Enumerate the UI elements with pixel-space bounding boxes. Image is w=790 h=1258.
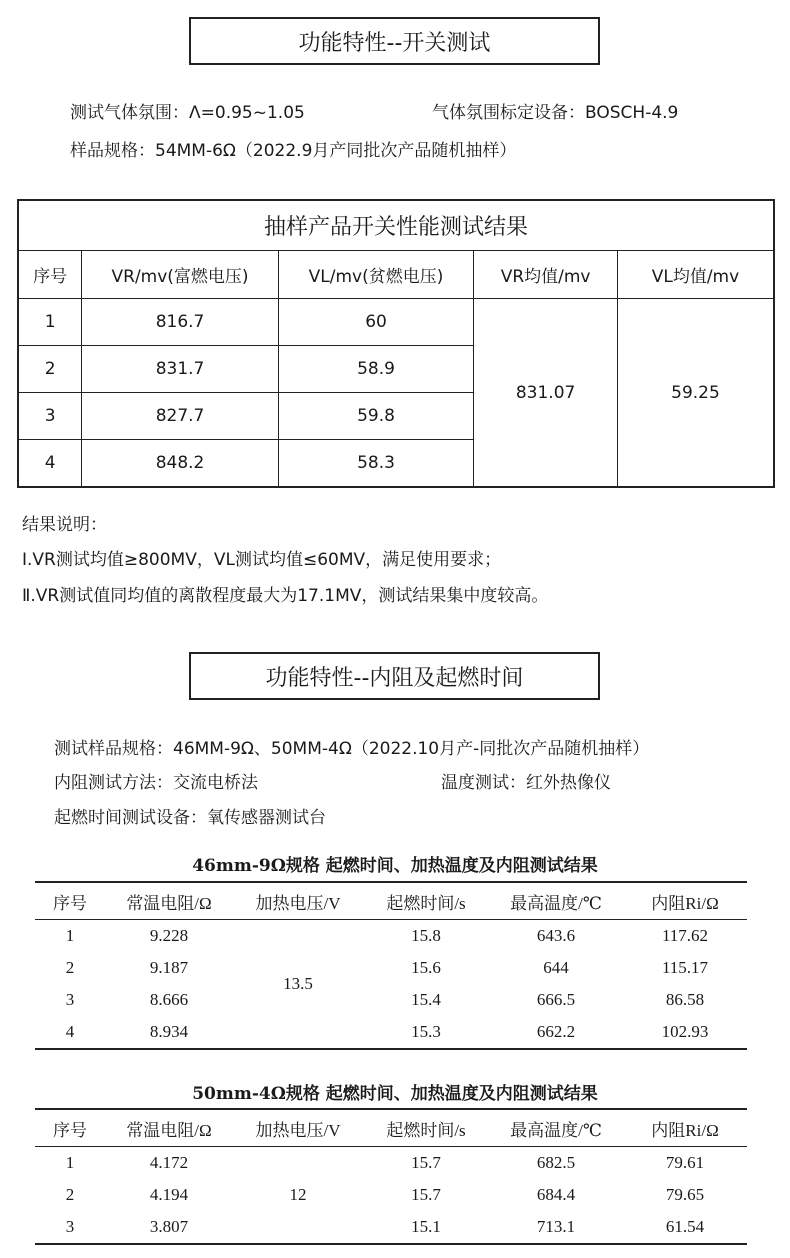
table-row bbox=[35, 952, 747, 984]
col-header: 最高温度/℃ bbox=[489, 1109, 623, 1147]
cell-temp: 684.4 bbox=[536, 1185, 576, 1204]
cell-temp: 713.1 bbox=[536, 1217, 576, 1236]
cell-resistance: 8.934 bbox=[149, 1022, 189, 1041]
resistance-method-text: 内阻测试方法：交流电桥法 bbox=[54, 773, 258, 793]
cell-resistance: 8.666 bbox=[149, 990, 189, 1009]
cell-no: 4 bbox=[18, 440, 82, 488]
cell-ri: 86.58 bbox=[665, 990, 705, 1009]
cell-time: 15.6 bbox=[411, 958, 441, 977]
cell-vl: 60 bbox=[278, 299, 473, 346]
cell-resistance: 4.194 bbox=[149, 1185, 189, 1204]
col-header: 加热电压/V bbox=[233, 1109, 363, 1147]
col-header: 加热电压/V bbox=[233, 882, 363, 920]
col-header: VR/mv(富燃电压) bbox=[82, 251, 279, 299]
cell-vr: 816.7 bbox=[82, 299, 279, 346]
section-title-switch-test: 功能特性--开关测试 bbox=[189, 17, 600, 65]
cell-no: 3 bbox=[18, 393, 82, 440]
cell-time: 15.7 bbox=[411, 1153, 441, 1172]
section-title-resistance: 功能特性--内阻及起燃时间 bbox=[189, 652, 600, 700]
table-a-title: 46mm-9Ω规格 起燃时间、加热温度及内阻测试结果 bbox=[192, 856, 598, 876]
table-row bbox=[35, 920, 747, 953]
cell-no: 1 bbox=[65, 1153, 75, 1172]
table-title: 抽样产品开关性能测试结果 bbox=[18, 200, 774, 251]
col-header: 常温电阻/Ω bbox=[105, 1109, 233, 1147]
cell-temp: 682.5 bbox=[536, 1153, 576, 1172]
col-header: VL均值/mv bbox=[617, 251, 774, 299]
col-header: 最高温度/℃ bbox=[489, 882, 623, 920]
cell-resistance: 9.228 bbox=[149, 926, 189, 945]
col-header: 起燃时间/s bbox=[363, 1109, 489, 1147]
cell-no: 2 bbox=[65, 958, 75, 977]
cell-vr: 827.7 bbox=[82, 393, 279, 440]
cell-time: 15.3 bbox=[411, 1022, 441, 1041]
cell-ri: 61.54 bbox=[665, 1217, 705, 1236]
col-header: VR均值/mv bbox=[474, 251, 618, 299]
cell-ri: 102.93 bbox=[661, 1022, 709, 1041]
switch-test-table bbox=[17, 199, 775, 488]
vr-average: 831.07 bbox=[474, 299, 618, 488]
col-header: 序号 bbox=[35, 882, 105, 920]
cell-no: 2 bbox=[65, 1185, 75, 1204]
table-b-title: 50mm-4Ω规格 起燃时间、加热温度及内阻测试结果 bbox=[192, 1084, 598, 1104]
cell-resistance: 4.172 bbox=[149, 1153, 189, 1172]
cell-no: 2 bbox=[18, 346, 82, 393]
cell-vr: 848.2 bbox=[82, 440, 279, 488]
table-row bbox=[35, 1016, 747, 1049]
table-row bbox=[18, 299, 774, 346]
cell-time: 15.8 bbox=[411, 926, 441, 945]
col-header: 常温电阻/Ω bbox=[105, 882, 233, 920]
cell-no: 3 bbox=[65, 1217, 75, 1236]
cell-time: 15.1 bbox=[411, 1217, 441, 1236]
cell-time: 15.7 bbox=[411, 1185, 441, 1204]
cell-resistance: 3.807 bbox=[149, 1217, 189, 1236]
table-row bbox=[35, 1211, 747, 1244]
cell-vl: 58.9 bbox=[278, 346, 473, 393]
table-row bbox=[35, 1179, 747, 1211]
result-line-1: Ⅰ.VR测试均值≥800MV，VL测试均值≤60MV，满足使用要求； bbox=[22, 550, 502, 570]
cell-temp: 643.6 bbox=[536, 926, 576, 945]
lightoff-device-text: 起燃时间测试设备：氧传感器测试台 bbox=[54, 808, 326, 828]
cell-voltage: 12 bbox=[289, 1185, 307, 1204]
results-table-46mm bbox=[35, 881, 747, 1050]
result-line-2: Ⅱ.VR测试值同均值的离散程度最大为17.1MV，测试结果集中度较高。 bbox=[22, 586, 549, 606]
vl-average: 59.25 bbox=[617, 299, 774, 488]
cell-no: 1 bbox=[18, 299, 82, 346]
col-header: VL/mv(贫燃电压) bbox=[278, 251, 473, 299]
cell-ri: 79.61 bbox=[665, 1153, 705, 1172]
cell-no: 3 bbox=[65, 990, 75, 1009]
cell-ri: 79.65 bbox=[665, 1185, 705, 1204]
cell-voltage: 13.5 bbox=[283, 974, 313, 993]
cell-temp: 644 bbox=[543, 958, 569, 977]
cell-vr: 831.7 bbox=[82, 346, 279, 393]
atmosphere-text: 测试气体氛围：Λ=0.95~1.05 bbox=[70, 103, 305, 123]
table-row bbox=[35, 984, 747, 1016]
cell-temp: 662.2 bbox=[536, 1022, 576, 1041]
col-header: 内阻Ri/Ω bbox=[623, 882, 747, 920]
cell-temp: 666.5 bbox=[536, 990, 576, 1009]
cell-time: 15.4 bbox=[411, 990, 441, 1009]
cell-no: 4 bbox=[65, 1022, 75, 1041]
temp-test-text: 温度测试：红外热像仪 bbox=[441, 773, 611, 793]
calibration-text: 气体氛围标定设备：BOSCH-4.9 bbox=[432, 103, 679, 123]
col-header: 起燃时间/s bbox=[363, 882, 489, 920]
cell-resistance: 9.187 bbox=[149, 958, 189, 977]
col-header: 内阻Ri/Ω bbox=[623, 1109, 747, 1147]
col-header: 序号 bbox=[35, 1109, 105, 1147]
table-row bbox=[35, 1147, 747, 1180]
cell-vl: 58.3 bbox=[278, 440, 473, 488]
results-table-50mm bbox=[35, 1108, 747, 1245]
cell-vl: 59.8 bbox=[278, 393, 473, 440]
sample-spec-text-2: 测试样品规格：46MM-9Ω、50MM-4Ω（2022.10月产-同批次产品随机抽样） bbox=[54, 739, 650, 759]
sample-spec-text: 样品规格：54MM-6Ω（2022.9月产同批次产品随机抽样） bbox=[70, 141, 517, 161]
result-label: 结果说明： bbox=[22, 515, 107, 535]
cell-ri: 117.62 bbox=[661, 926, 709, 945]
col-header: 序号 bbox=[18, 251, 82, 299]
cell-ri: 115.17 bbox=[661, 958, 709, 977]
cell-no: 1 bbox=[65, 926, 75, 945]
